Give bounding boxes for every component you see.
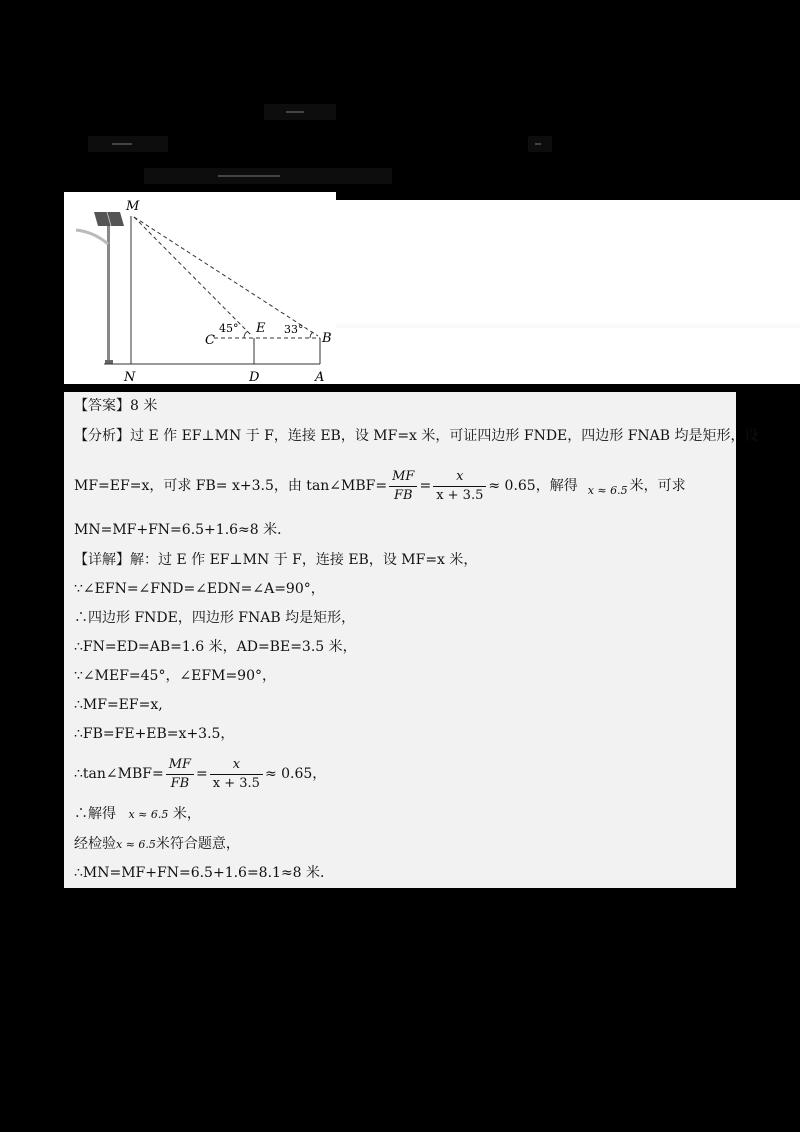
solution-panel [64, 392, 759, 888]
illegible-score [528, 136, 552, 152]
svg-text:C: C [205, 333, 215, 348]
illegible-question-text [144, 168, 392, 184]
fraction-x-over-x35: $\frac{x}{x + 3.5}$ [433, 468, 486, 505]
svg-text:E: E [256, 321, 266, 336]
blank-area-lower [336, 328, 800, 384]
detail-line-3: ∴FN=ED=AB=1.6 米，AD=BE=3.5 米， [74, 639, 357, 655]
svg-text:33°: 33° [284, 323, 304, 336]
detail-line-2: ∴四边形 FNDE，四边形 FNAB 均是矩形， [74, 610, 356, 626]
detail-line-6: ∴FB=FE+EB=x+3.5， [74, 726, 235, 742]
blank-area [336, 200, 800, 328]
detail-label: 【详解】 [74, 552, 130, 568]
svg-text:M: M [126, 199, 140, 214]
analysis-label: 【分析】 [74, 428, 130, 444]
lamp-pole-icon [107, 224, 110, 364]
detail-line-4: ∵∠MEF=45°，∠EFM=90°， [74, 668, 276, 684]
detail-tan-line: ∴tan∠MBF= $\frac{MF}{FB}$ = $\frac{x}{x + 3.5}$ ≈ 0.65， [74, 756, 327, 791]
analysis-line-1: 【分析】过 E 作 EF⊥MN 于 F，连接 EB，设 MF=x 米，可证四边形 FNDE，四边形 FNAB 均是矩形，设 [74, 428, 759, 444]
detail-solve-line: ∴解得 x ≈ 6.5 米， [74, 806, 201, 822]
detail-line-1: ∵∠EFN=∠FND=∠EDN=∠A=90°， [74, 581, 325, 597]
answer-value: 8 米 [130, 398, 158, 414]
detail-line-0: 【详解】解：过 E 作 EF⊥MN 于 F，连接 EB，设 MF=x 米， [74, 552, 478, 568]
fraction-mf-fb: $\frac{MF}{FB}$ [389, 468, 417, 505]
detail-check-line: 经检验x ≈ 6.5米符合题意， [74, 836, 240, 852]
svg-text:45°: 45° [219, 322, 239, 335]
analysis-line-3: MN=MF+FN=6.5+1.6≈8 米． [74, 522, 292, 538]
detail-line-5: ∴MF=EF=x, [74, 697, 163, 713]
answer-line [74, 396, 157, 416]
svg-text:B: B [322, 331, 332, 346]
geometry-diagram [64, 192, 336, 384]
detail-final-line: ∴MN=MF+FN=6.5+1.6=8.1≈8 米． [74, 865, 335, 881]
svg-text:A: A [315, 370, 325, 384]
illegible-subtitle-left [88, 136, 168, 152]
answer-label: 【答案】 [74, 398, 130, 414]
svg-text:D: D [249, 370, 260, 384]
illegible-title [264, 104, 336, 120]
analysis-line-2: MF=EF=x，可求 FB= x+3.5，由 tan∠MBF= $\frac{MF}{FB}$ = $\frac{x}{x + 3.5}$ ≈ 0.65，解得 x ≈ 6.5 米，可求 [74, 468, 686, 503]
svg-text:N: N [124, 370, 136, 384]
